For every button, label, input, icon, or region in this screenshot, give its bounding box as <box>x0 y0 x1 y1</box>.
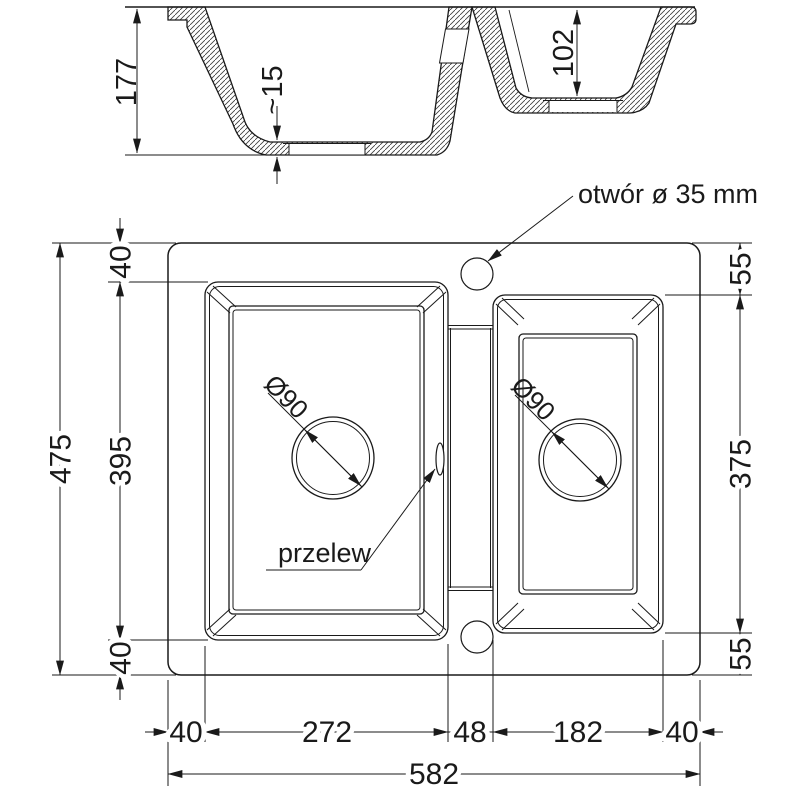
dim-overall-width: 582 <box>408 758 460 791</box>
divider-channel <box>448 326 493 591</box>
dim-bottom-divider: 48 <box>453 716 487 749</box>
dim-bottom-left-bowl: 272 <box>301 716 353 749</box>
dim-depth-main: 177 <box>111 57 144 107</box>
section-left-shell <box>168 7 472 155</box>
faucet-hole <box>461 258 493 290</box>
section-view <box>125 7 696 184</box>
dim-left-bottom: 40 <box>104 641 138 675</box>
plan-view <box>52 196 752 786</box>
right-bowl <box>493 295 663 633</box>
drain-label-left: Ø90 <box>258 368 315 425</box>
dim-left-mid: 395 <box>104 435 138 487</box>
dim-overall-height: 475 <box>44 433 78 485</box>
section-overflow-notch <box>440 29 470 63</box>
dim-depth-small: 102 <box>548 28 581 78</box>
dim-bottom-thickness: ~15 <box>257 65 290 115</box>
left-bowl <box>205 282 448 640</box>
section-drain-recess-left <box>283 143 371 155</box>
dim-bottom-margin-left: 40 <box>169 716 203 749</box>
dim-right-top: 55 <box>724 252 758 286</box>
faucet-hole-note: otwór ø 35 mm <box>578 179 759 209</box>
dim-right-bottom: 55 <box>724 637 758 671</box>
lower-mount-hole <box>461 621 493 653</box>
section-drain-recess-right <box>543 100 623 112</box>
dim-left-top: 40 <box>104 245 138 279</box>
drain-label-right: Ø90 <box>505 370 562 427</box>
dim-bottom-margin-right: 40 <box>665 716 699 749</box>
faucet-hole-leader <box>488 196 573 261</box>
overflow-slot <box>436 443 444 475</box>
section-right-shell <box>472 7 696 113</box>
dim-bottom-right-bowl: 182 <box>552 716 604 749</box>
dimension-lines <box>60 218 740 774</box>
dim-right-mid: 375 <box>724 438 758 490</box>
overflow-note: przelew <box>278 538 372 568</box>
